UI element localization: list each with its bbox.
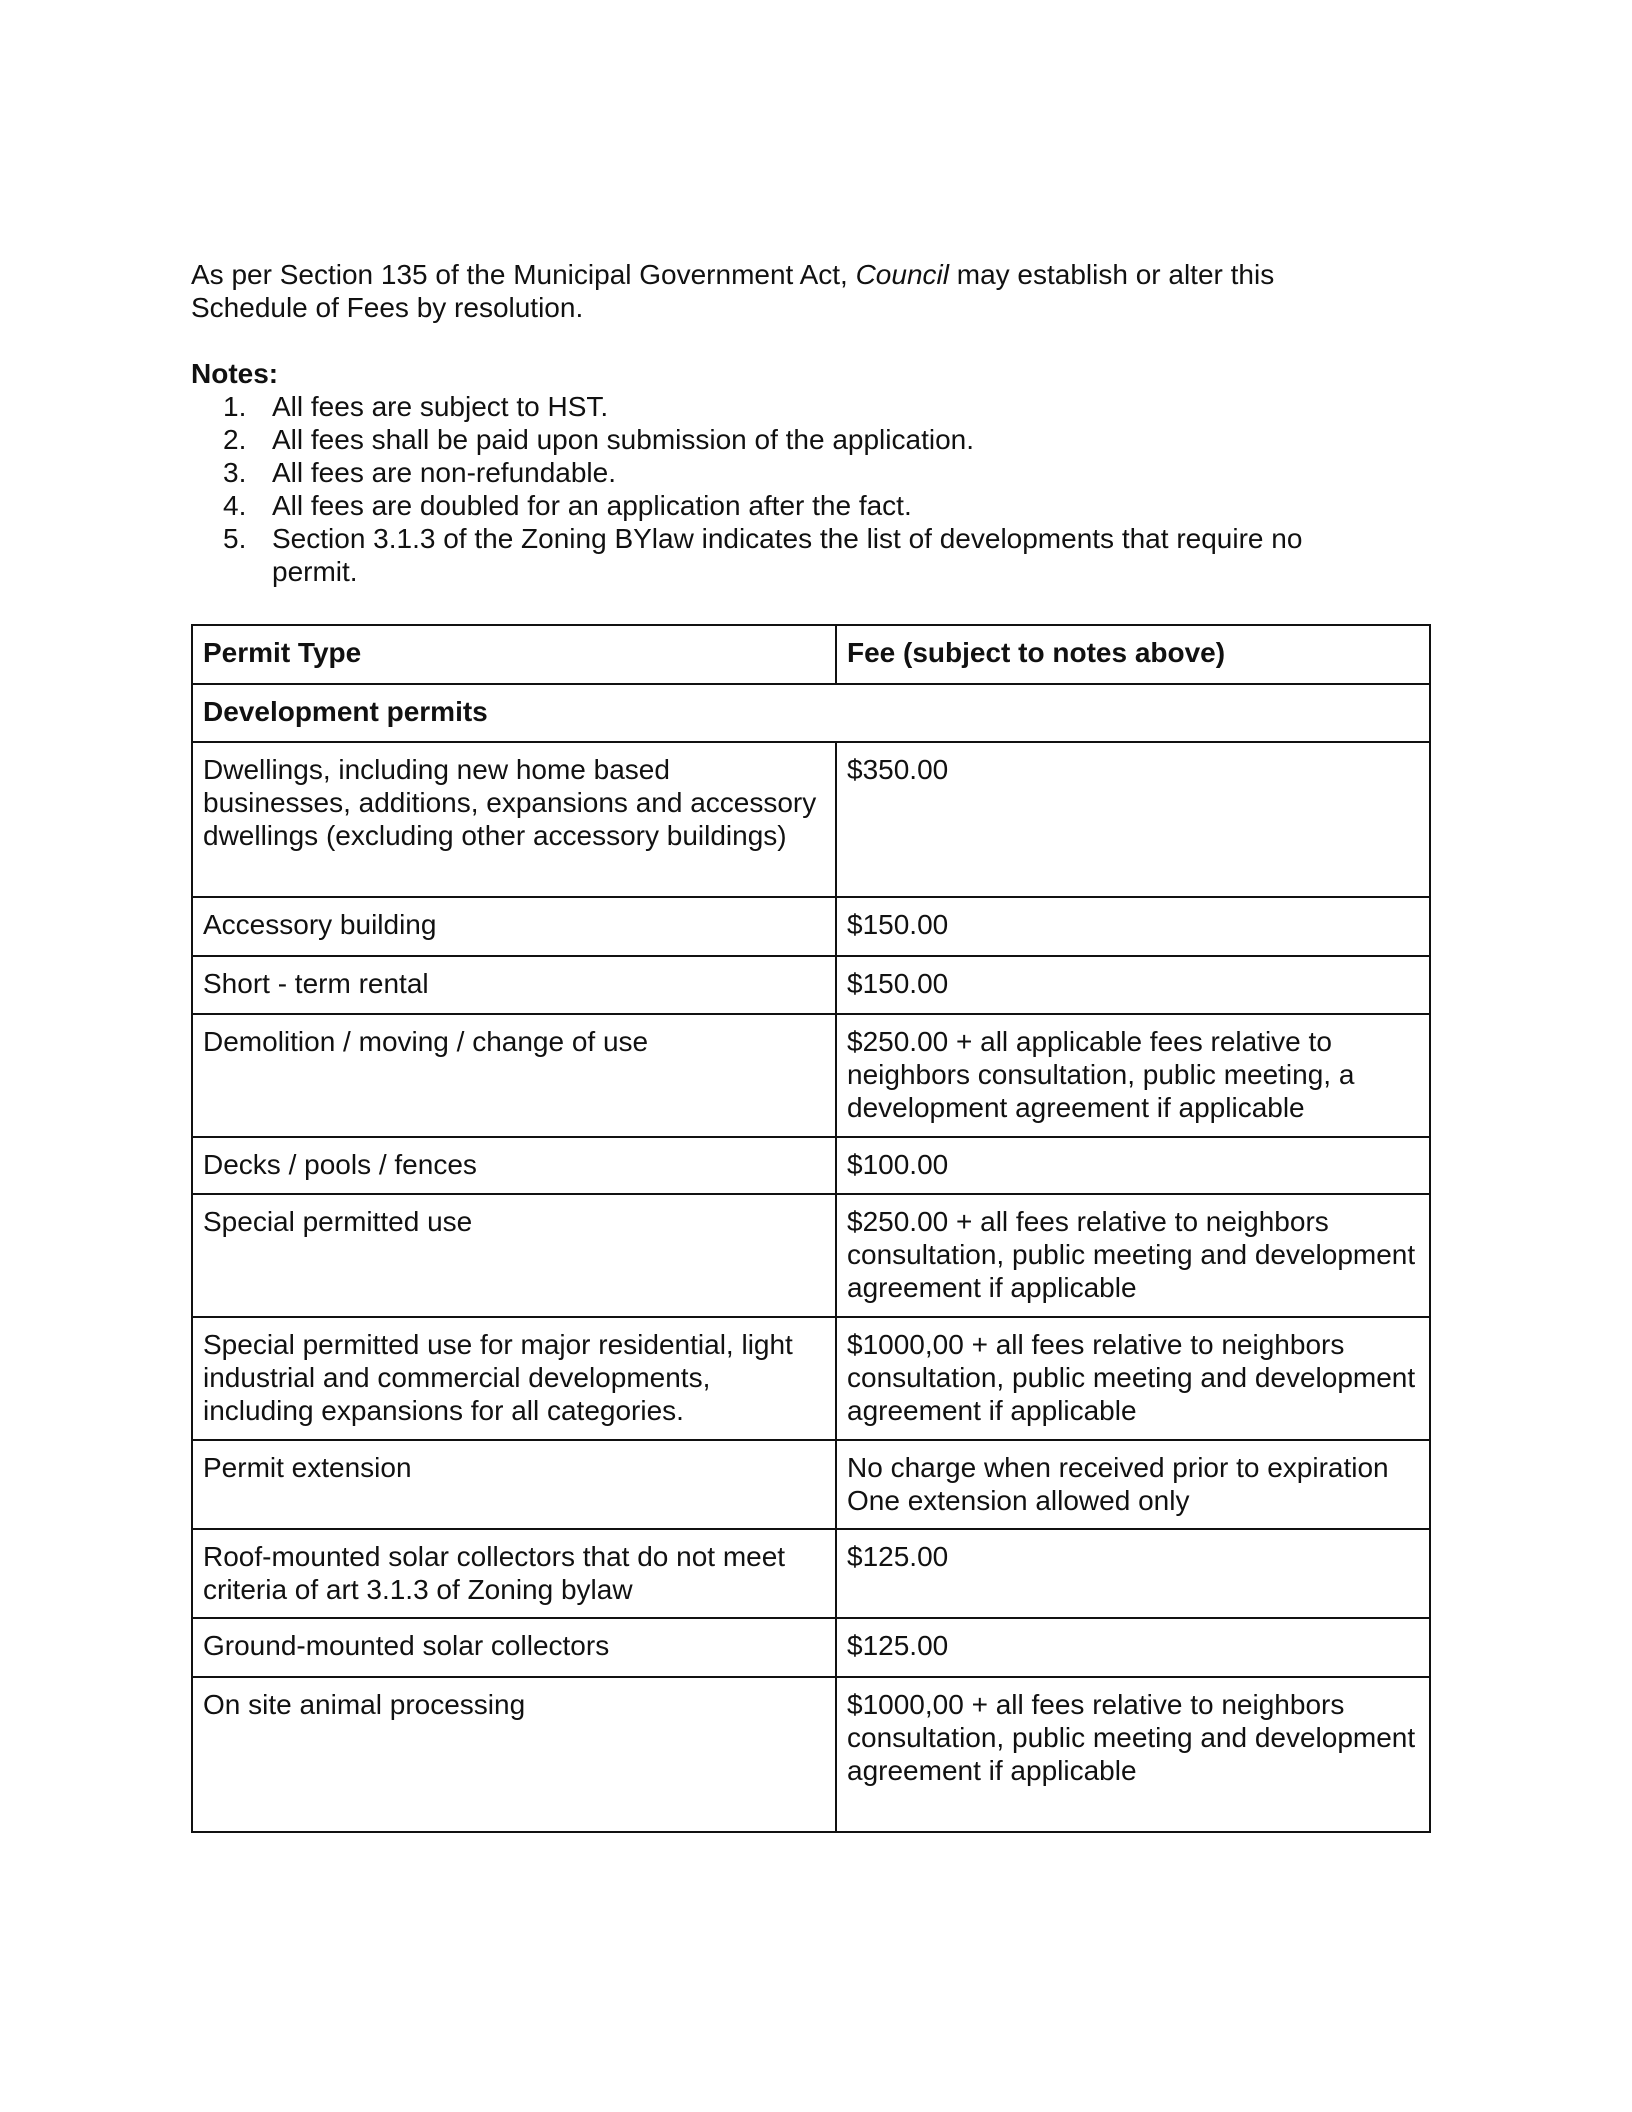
note-text: All fees shall be paid upon submission of the application.	[272, 424, 974, 455]
note-item	[191, 489, 1391, 522]
permit-type-cell: Special permitted use	[192, 1194, 836, 1317]
section-development-permits: Development permits	[192, 684, 1430, 742]
table-row	[192, 1014, 1430, 1137]
fee-cell	[836, 1529, 1430, 1618]
fee-text: $350.00	[847, 754, 949, 785]
table-row	[192, 1137, 1430, 1194]
table-row	[192, 1529, 1430, 1618]
permit-type-cell: Demolition / moving / change of use	[192, 1014, 836, 1137]
fee-cell	[836, 956, 1430, 1014]
fee-cell	[836, 742, 1430, 897]
table-row	[192, 1677, 1430, 1832]
note-item	[191, 423, 1391, 456]
fee-cell	[836, 1317, 1430, 1440]
table-row	[192, 1618, 1430, 1677]
note-text: All fees are subject to HST.	[272, 391, 609, 422]
fee-cell	[836, 1137, 1430, 1194]
header-permit-type: Permit Type	[192, 625, 836, 684]
intro-paragraph	[191, 258, 1391, 324]
note-number: 1.	[223, 391, 247, 422]
note-text: All fees are non-refundable.	[272, 457, 616, 488]
table-row	[192, 742, 1430, 897]
fee-text: $150.00	[847, 909, 949, 940]
fee-text: $250.00 + all fees relative to neighbors consultation, public meeting and development agreement if applicable	[847, 1206, 1416, 1303]
notes-title: Notes:	[191, 358, 279, 389]
fee-text: $1000,00 + all fees relative to neighbors consultation, public meeting and development agreement if applicable	[847, 1329, 1416, 1426]
note-item	[191, 390, 1391, 423]
permit-type-cell: Accessory building	[192, 897, 836, 956]
fee-text: No charge when received prior to expiration	[847, 1452, 1389, 1483]
permit-type-cell: Special permitted use for major residential, light industrial and commercial developments, including expansions for all categories.	[192, 1317, 836, 1440]
table-row	[192, 1317, 1430, 1440]
fee-cell	[836, 1677, 1430, 1832]
table-row	[192, 956, 1430, 1014]
note-item	[191, 456, 1391, 489]
intro-text: As per Section 135 of the Municipal Government Act,	[191, 259, 856, 290]
fee-cell	[836, 1440, 1430, 1529]
fee-cell	[836, 897, 1430, 956]
intro-text-end: may establish or alter this Schedule of Fees by resolution.	[191, 259, 1275, 323]
fee-table	[191, 624, 1431, 1833]
fee-text: $250.00 + all applicable fees relative to neighbors consultation, public meeting, a development agreement if applicable	[847, 1026, 1355, 1123]
fee-cell	[836, 1618, 1430, 1677]
note-number: 5.	[223, 523, 247, 554]
fee-text-note: One extension allowed only	[847, 1485, 1190, 1516]
note-text: Section 3.1.3 of the Zoning BYlaw indicates the list of developments that require no permit.	[272, 523, 1303, 587]
permit-type-cell: Ground-mounted solar collectors	[192, 1618, 836, 1677]
note-text: All fees are doubled for an application after the fact.	[272, 490, 912, 521]
permit-type-cell: On site animal processing	[192, 1677, 836, 1832]
permit-type-cell: Roof-mounted solar collectors that do not meet criteria of art 3.1.3 of Zoning bylaw	[192, 1529, 836, 1618]
note-number: 3.	[223, 457, 247, 488]
table-header-row	[192, 625, 1430, 684]
note-number: 4.	[223, 490, 247, 521]
permit-type-cell: Dwellings, including new home based businesses, additions, expansions and accessory dwellings (excluding other accessory buildings)	[192, 742, 836, 897]
permit-type-cell: Decks / pools / fences	[192, 1137, 836, 1194]
fee-text: $1000,00 + all fees relative to neighbors consultation, public meeting and development agreement if applicable	[847, 1689, 1416, 1786]
fee-text: $150.00	[847, 968, 949, 999]
fee-cell	[836, 1194, 1430, 1317]
note-item	[191, 522, 1332, 588]
notes-list	[191, 390, 1391, 588]
table-row	[192, 897, 1430, 956]
header-fee: Fee (subject to notes above)	[836, 625, 1430, 684]
permit-type-cell: Short - term rental	[192, 956, 836, 1014]
fee-cell	[836, 1014, 1430, 1137]
table-row	[192, 1194, 1430, 1317]
fee-text: $125.00	[847, 1630, 949, 1661]
note-number: 2.	[223, 424, 247, 455]
fee-text: $125.00	[847, 1541, 949, 1572]
fee-text: $100.00	[847, 1149, 949, 1180]
permit-type-cell: Permit extension	[192, 1440, 836, 1529]
table-row	[192, 1440, 1430, 1529]
section-row	[192, 684, 1430, 742]
intro-council: Council	[855, 259, 949, 290]
